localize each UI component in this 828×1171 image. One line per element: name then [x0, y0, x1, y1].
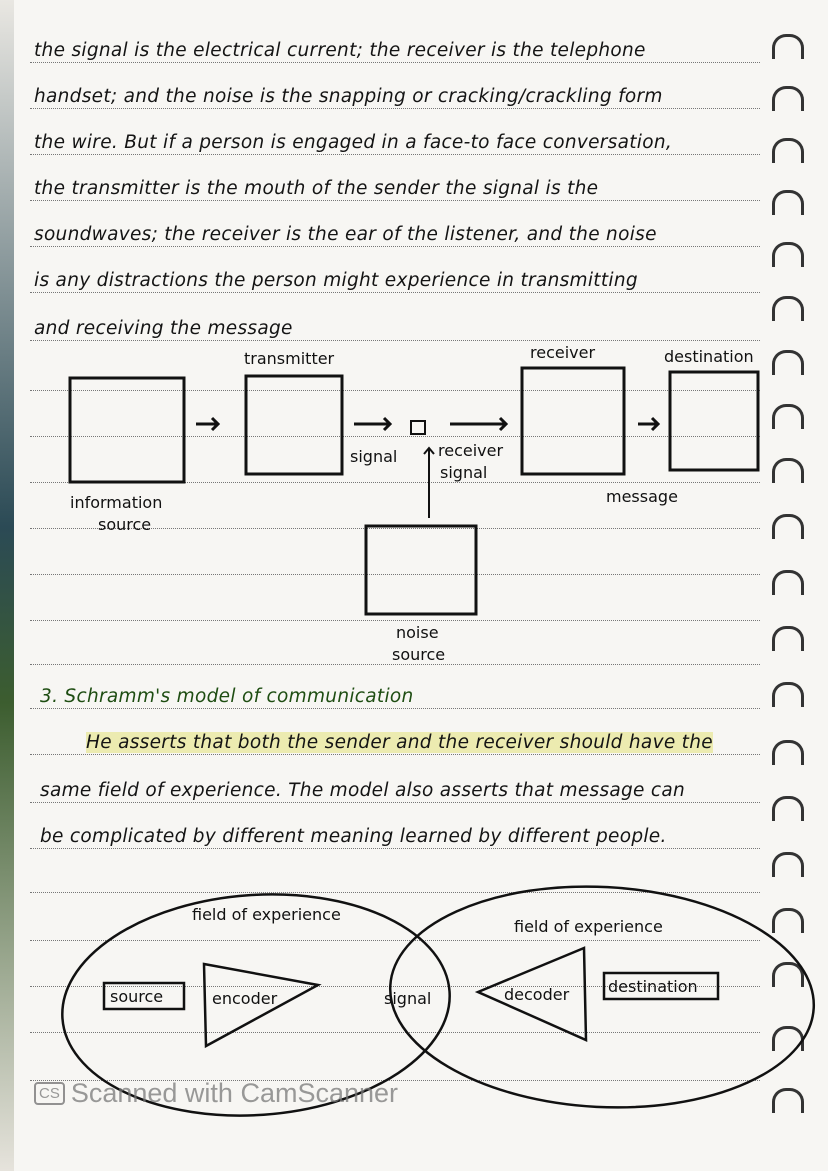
arrow-icon: [196, 418, 218, 430]
label-source: source: [110, 987, 164, 1006]
highlighted-text: He asserts that both the sender and the receiver should have the: [86, 732, 713, 753]
section-heading: 3. Schramm's model of communication: [40, 686, 414, 707]
camscanner-logo-icon: CS: [34, 1082, 65, 1105]
label-encoder: encoder: [212, 989, 278, 1008]
text-line: the wire. But if a person is engaged in a face-to face conversation,: [34, 132, 673, 153]
label-destination: destination: [608, 977, 698, 996]
arrow-icon: [450, 418, 506, 430]
noise-source-box: [366, 526, 476, 614]
label-signal: signal: [384, 989, 432, 1008]
text-line: same field of experience. The model also asserts that message can: [40, 780, 686, 801]
label-decoder: decoder: [504, 985, 570, 1004]
text-line: soundwaves; the receiver is the ear of the listener, and the noise: [34, 224, 657, 245]
label-information-source: source: [98, 515, 152, 534]
text-line: handset; and the noise is the snapping or cracking/crackling form: [34, 86, 663, 107]
label-message: message: [606, 487, 678, 506]
label-information-source: information: [70, 493, 163, 512]
text-line: the transmitter is the mouth of the sender the signal is the: [34, 178, 599, 199]
label-signal: signal: [350, 447, 398, 466]
transmitter-box: [246, 376, 342, 474]
label-field-of-experience: field of experience: [192, 905, 341, 924]
arrow-icon: [354, 418, 390, 430]
receiver-box: [522, 368, 624, 474]
information-source-box: [70, 378, 184, 482]
arrow-icon: [638, 418, 658, 430]
label-field-of-experience: field of experience: [514, 917, 663, 936]
label-transmitter: transmitter: [244, 349, 335, 368]
label-received-signal: receiver: [438, 441, 504, 460]
camscanner-watermark: [34, 1078, 398, 1109]
label-noise-source: noise: [396, 623, 439, 642]
text-line: [86, 732, 713, 753]
destination-box: [670, 372, 758, 470]
text-line: and receiving the message: [34, 318, 293, 339]
watermark-text: Scanned with CamScanner: [70, 1078, 399, 1108]
label-receiver: receiver: [530, 343, 596, 362]
label-received-signal: signal: [440, 463, 488, 482]
text-line: is any distractions the person might experience in transmitting: [34, 270, 638, 291]
text-line: the signal is the electrical current; the receiver is the telephone: [34, 40, 646, 61]
channel-box: [411, 421, 425, 434]
noise-arrow-icon: [424, 448, 434, 518]
text-line: be complicated by different meaning learned by different people.: [40, 826, 667, 847]
label-destination: destination: [664, 347, 754, 366]
label-noise-source: source: [392, 645, 446, 664]
